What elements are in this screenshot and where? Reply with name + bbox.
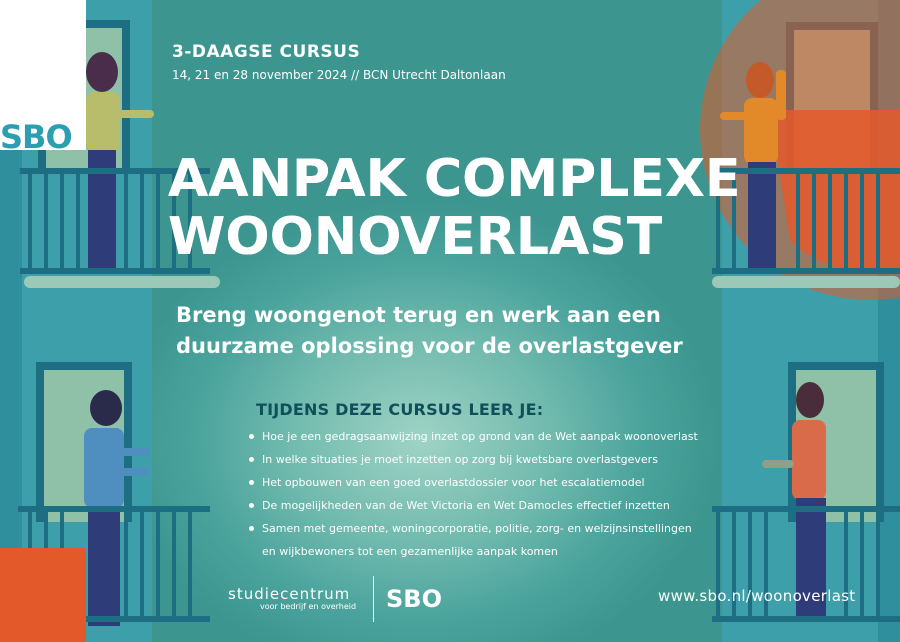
- course-lead-line1: Breng woongenot terug en werk aan een: [176, 303, 661, 327]
- course-title-line2: WOONOVERLAST: [168, 207, 663, 267]
- learn-item: In welke situaties je moet inzetten op zorg bij kwetsbare overlastgevers: [246, 448, 706, 471]
- course-lead: [176, 300, 683, 362]
- course-type-label: 3-DAAGSE CURSUS: [172, 42, 361, 62]
- brand-name: studiecentrum: [228, 585, 351, 603]
- brand-sbo-mark[interactable]: SBO: [386, 585, 442, 613]
- sbo-logo[interactable]: SBO: [0, 118, 72, 156]
- learn-item: De mogelijkheden van de Wet Victoria en Wet Damocles effectief inzetten: [246, 494, 706, 517]
- learn-item: Samen met gemeente, woningcorporatie, politie, zorg- en welzijnsinstellingen: [246, 517, 706, 540]
- studiecentrum-logo[interactable]: [228, 586, 356, 612]
- course-lead-line2: duurzame oplossing voor de overlastgever: [176, 334, 683, 358]
- orange-corner-block: [0, 548, 86, 642]
- learn-item: Hoe je een gedragsaanwijzing inzet op grond van de Wet aanpak woonoverlast: [246, 425, 706, 448]
- learn-heading: TIJDENS DEZE CURSUS LEER JE:: [256, 400, 544, 419]
- course-title: [168, 150, 740, 266]
- course-dates-location: 14, 21 en 28 november 2024 // BCN Utrecht Daltonlaan: [172, 68, 506, 82]
- learn-list: [246, 425, 706, 563]
- course-title-line1: AANPAK COMPLEXE: [168, 149, 741, 209]
- course-url-link[interactable]: www.sbo.nl/woonoverlast: [658, 587, 856, 605]
- brand-divider: [373, 576, 374, 622]
- learn-item-continued: en wijkbewoners tot een gezamenlijke aanpak komen: [262, 545, 558, 558]
- learn-item: Het opbouwen van een goed overlastdossier voor het escalatiemodel: [246, 471, 706, 494]
- brand-tagline: voor bedrijf en overheid: [260, 602, 357, 611]
